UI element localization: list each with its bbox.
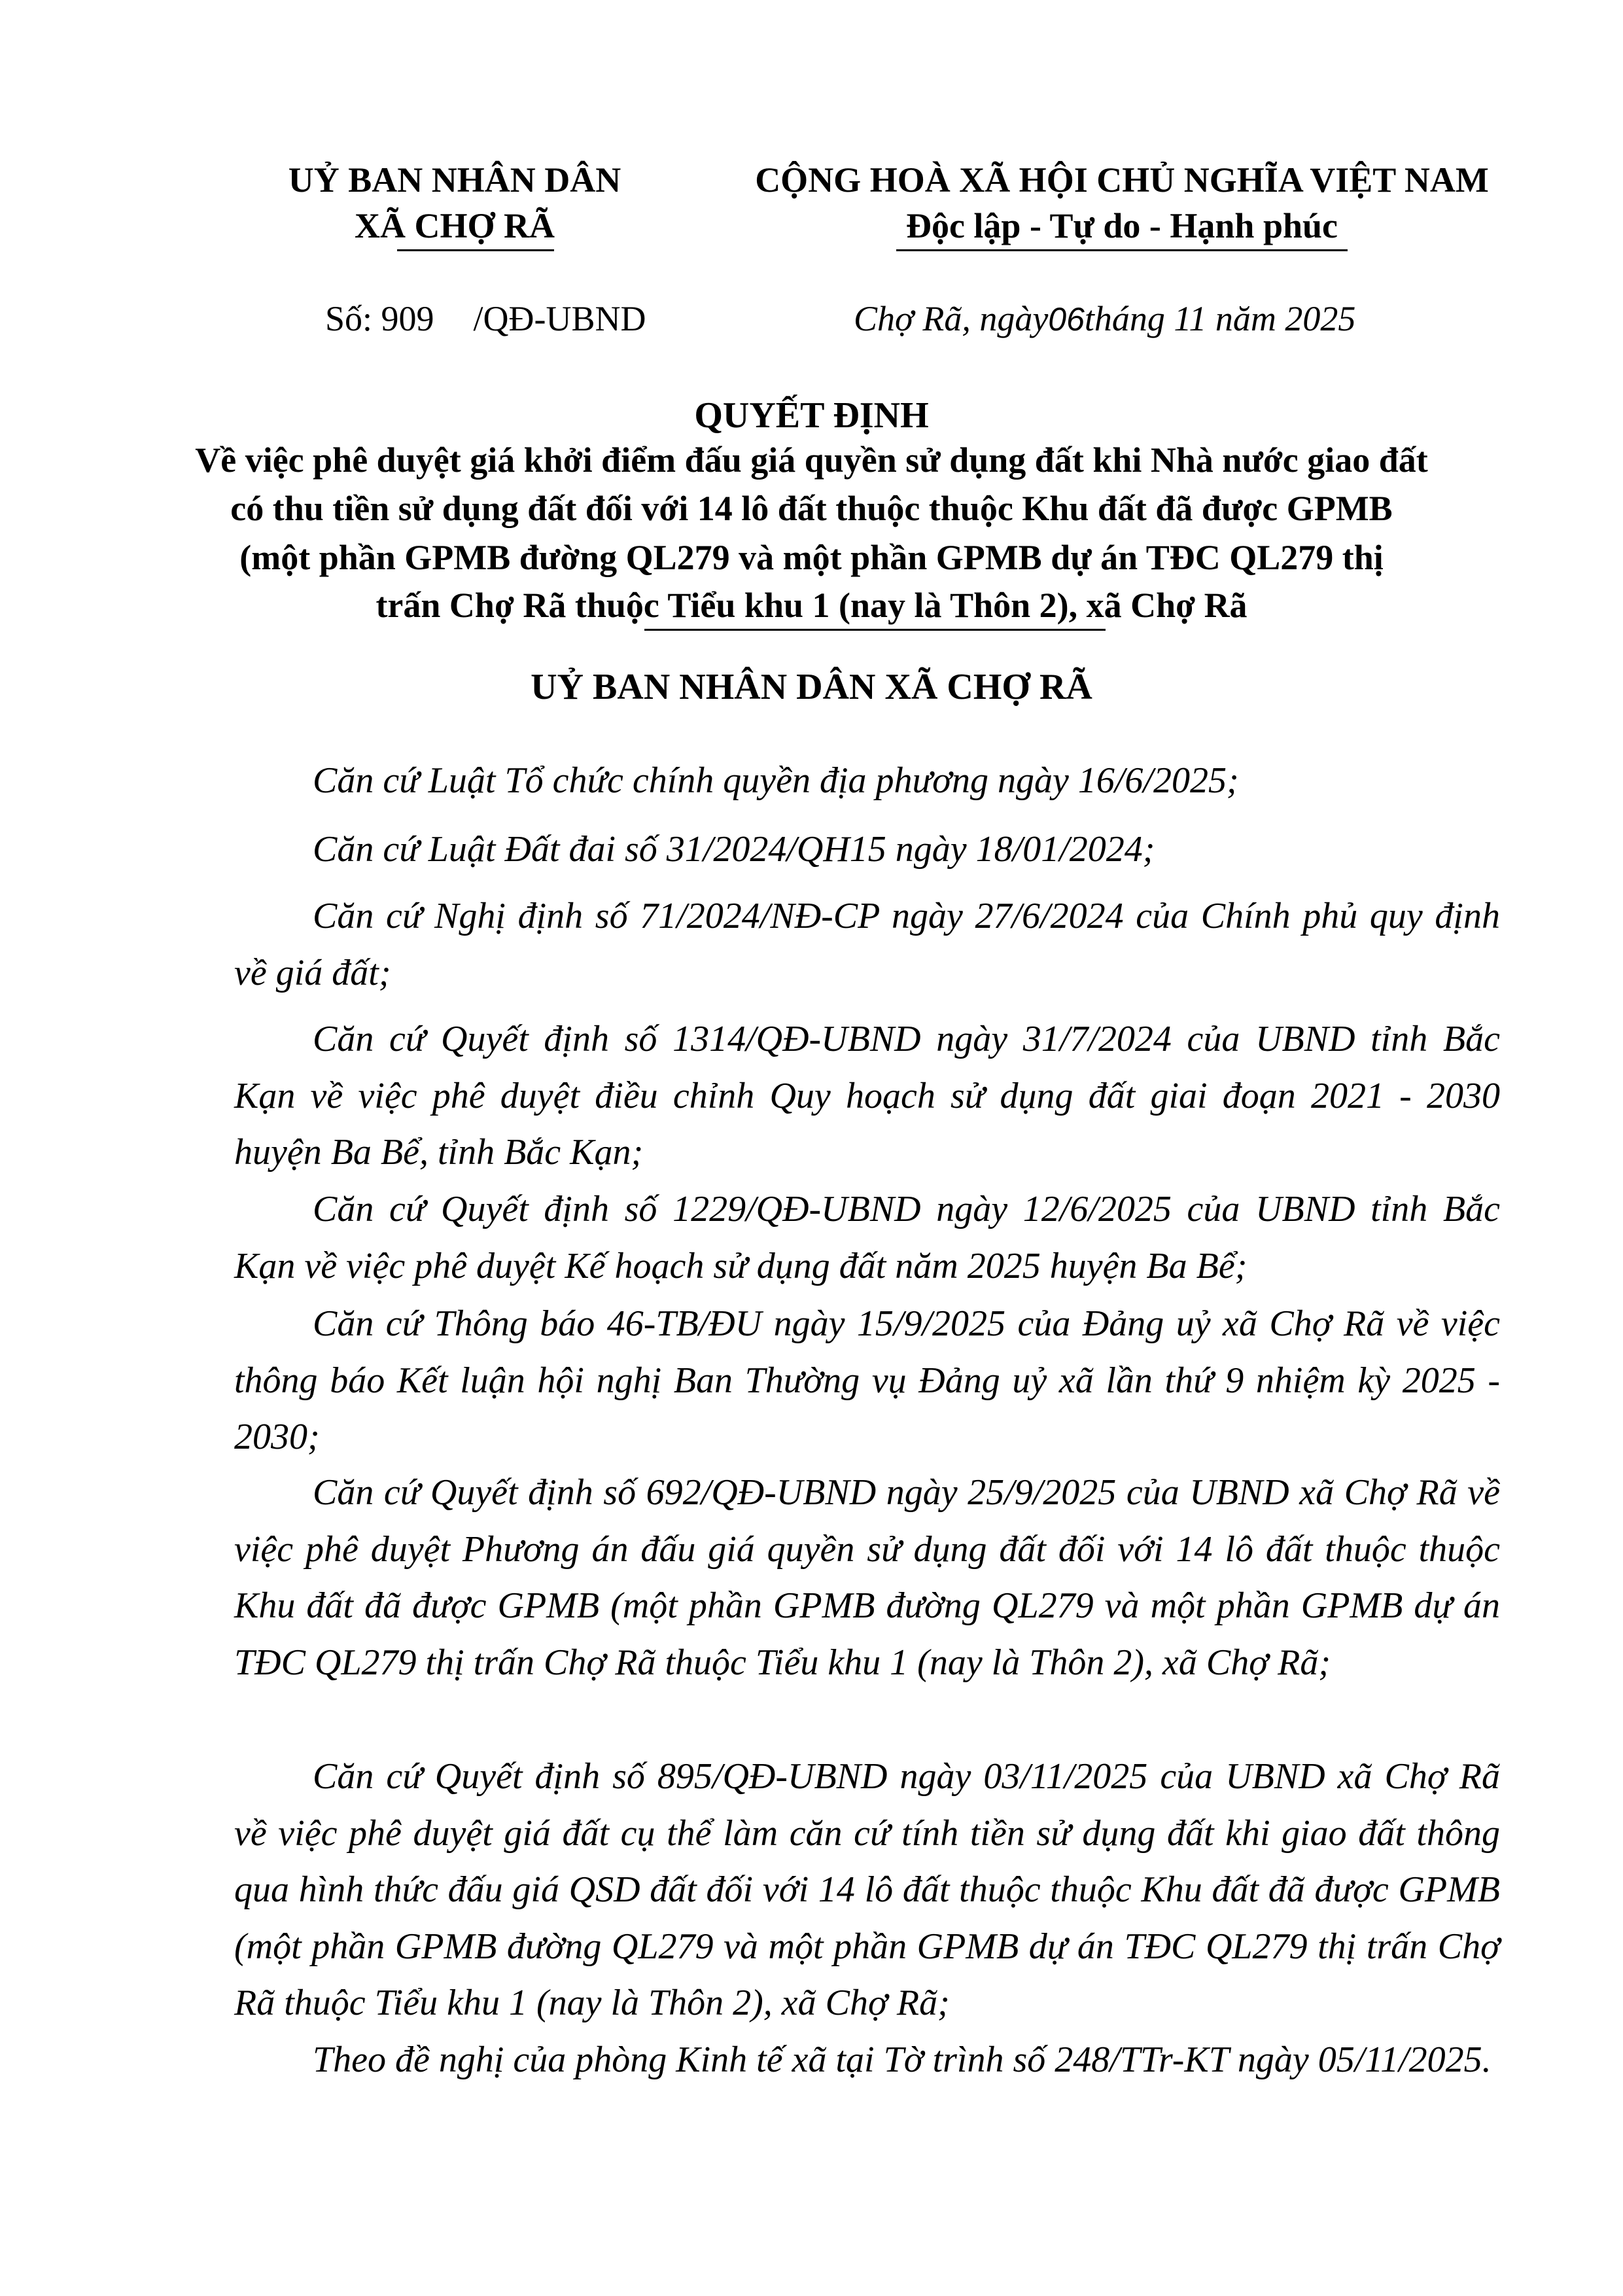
legal-basis-paragraph: Căn cứ Nghị định số 71/2024/NĐ-CP ngày 27/6/2024 của Chính phủ quy định về giá đất; bbox=[234, 896, 1500, 993]
document-number-suffix: /QĐ-UBND bbox=[473, 299, 646, 338]
legal-basis-paragraph: Theo đề nghị của phòng Kinh tế xã tại Tờ trình số 248/TTr-KT ngày 05/11/2025. bbox=[313, 2040, 1492, 2080]
title-underline bbox=[644, 629, 1106, 631]
date-suffix: tháng 11 năm 2025 bbox=[1084, 299, 1356, 338]
agency-underline bbox=[397, 249, 554, 251]
legal-basis-paragraph: Căn cứ Quyết định số 1314/QĐ-UBND ngày 31/7/2024 của UBND tỉnh Bắc Kạn về việc phê duyệt điều chỉnh Quy hoạch sử dụng đất giai đoạn 2021 - 2030 huyện Ba Bể, tỉnh Bắc Kạn; bbox=[234, 1019, 1500, 1173]
legal-basis-paragraph: Căn cứ Luật Tổ chức chính quyền địa phương ngày 16/6/2025; bbox=[313, 760, 1239, 801]
agency-commune: XÃ CHỢ RÃ bbox=[355, 206, 555, 245]
legal-basis-paragraph: Căn cứ Quyết định số 692/QĐ-UBND ngày 25/9/2025 của UBND xã Chợ Rã về việc phê duyệt Phương án đấu giá quyền sử dụng đất đối với 14 lô đất thuộc thuộc Khu đất đã được GPMB (một phần GPMB đường QL279 và một phần GPMB dự án TĐC QL279 thị trấn Chợ Rã thuộc Tiểu khu 1 (nay là Thôn 2), xã Chợ Rã; bbox=[234, 1472, 1500, 1683]
legal-basis-paragraph: Căn cứ Thông báo 46-TB/ĐU ngày 15/9/2025 của Đảng uỷ xã Chợ Rã về việc thông báo Kết luận hội nghị Ban Thường vụ Đảng uỷ xã lần thứ 9 nhiệm kỳ 2025 - 2030; bbox=[234, 1303, 1500, 1457]
document-number bbox=[325, 296, 646, 342]
decision-subject-line-1: Về việc phê duyệt giá khởi điểm đấu giá quyền sử dụng đất khi Nhà nước giao đất bbox=[195, 440, 1428, 480]
agency-name: UỶ BAN NHÂN DÂN bbox=[288, 160, 621, 200]
issuing-authority: UỶ BAN NHÂN DÂN XÃ CHỢ RÃ bbox=[531, 667, 1092, 707]
national-motto: Độc lập - Tự do - Hạnh phúc bbox=[905, 206, 1338, 245]
decision-heading: QUYẾT ĐỊNH bbox=[694, 395, 929, 436]
legal-basis-paragraph: Căn cứ Luật Đất đai số 31/2024/QH15 ngày 18/01/2024; bbox=[313, 829, 1155, 870]
decision-subject-line-2: có thu tiền sử dụng đất đối với 14 lô đất thuộc thuộc Khu đất đã được GPMB bbox=[230, 489, 1393, 528]
legal-basis-paragraph: Căn cứ Quyết định số 895/QĐ-UBND ngày 03/11/2025 của UBND xã Chợ Rã về việc phê duyệt giá đất cụ thể làm căn cứ tính tiền sử dụng đất khi giao đất thông qua hình thức đấu giá QSD đất đối với 14 lô đất thuộc thuộc Khu đất đã được GPMB (một phần GPMB đường QL279 và một phần GPMB dự án TĐC QL279 thị trấn Chợ Rã thuộc Tiểu khu 1 (nay là Thôn 2), xã Chợ Rã; bbox=[234, 1756, 1500, 2023]
date-day: 06 bbox=[1048, 301, 1085, 338]
document-number-prefix: Số: 909 bbox=[325, 299, 434, 338]
document-date bbox=[854, 296, 1355, 342]
national-title: CỘNG HOÀ XÃ HỘI CHỦ NGHĨA VIỆT NAM bbox=[755, 160, 1489, 200]
legal-basis-paragraph: Căn cứ Quyết định số 1229/QĐ-UBND ngày 12/6/2025 của UBND tỉnh Bắc Kạn về việc phê duyệt Kế hoạch sử dụng đất năm 2025 huyện Ba Bể; bbox=[234, 1189, 1500, 1286]
date-prefix: Chợ Rã, ngày bbox=[854, 299, 1049, 338]
motto-underline bbox=[896, 249, 1348, 251]
decision-subject-line-3: (một phần GPMB đường QL279 và một phần GPMB dự án TĐC QL279 thị bbox=[239, 538, 1384, 577]
decision-subject-line-4: trấn Chợ Rã thuộc Tiểu khu 1 (nay là Thôn 2), xã Chợ Rã bbox=[375, 586, 1248, 625]
